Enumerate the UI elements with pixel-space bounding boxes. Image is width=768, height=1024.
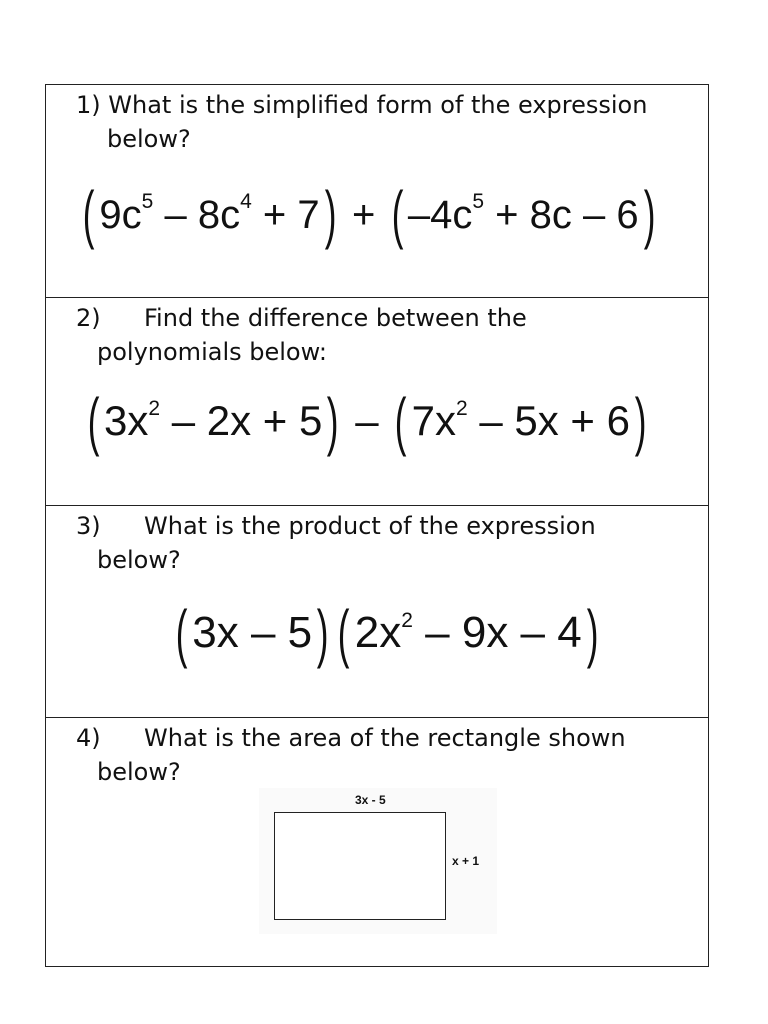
- question-3-expression: ( 3x – 5) ( $2x^2 - 9x - 4$): [175, 597, 599, 669]
- question-4-line2: below?: [97, 758, 181, 786]
- question-2-line1: Find the difference between the: [144, 304, 527, 332]
- question-3-line1: What is the product of the expression: [144, 512, 596, 540]
- question-3-cell: [46, 506, 708, 718]
- question-1-line2: below?: [107, 125, 191, 153]
- question-2-text: [76, 301, 527, 369]
- question-2-line2: polynomials below:: [97, 338, 327, 366]
- question-4-text: [76, 721, 626, 789]
- question-1-text: [76, 88, 647, 156]
- rectangle-shape: [274, 812, 446, 920]
- question-2-number: 2): [76, 304, 101, 332]
- question-1-line1: 1) What is the simplified form of the expression: [76, 91, 648, 119]
- worksheet-table: [45, 84, 709, 967]
- question-1-expression: ( $9c^5 - 8c^4 + 7$) + ( $-4c^5 + 8c - 6$): [82, 178, 656, 250]
- question-4-cell: [46, 718, 708, 967]
- question-3-text: [76, 509, 596, 577]
- question-4-line1: What is the area of the rectangle shown: [144, 724, 626, 752]
- rectangle-figure: [259, 788, 497, 934]
- question-2-expression: ( $3x^2 - 2x + 5$) – ( $7x^2 - 5x + 6$): [87, 385, 647, 457]
- question-4-number: 4): [76, 724, 101, 752]
- rectangle-width-label: 3x - 5: [355, 793, 386, 807]
- question-3-number: 3): [76, 512, 101, 540]
- rectangle-height-label: x + 1: [452, 854, 480, 868]
- question-1-cell: [46, 85, 708, 298]
- question-3-line2: below?: [97, 546, 181, 574]
- question-2-cell: [46, 298, 708, 506]
